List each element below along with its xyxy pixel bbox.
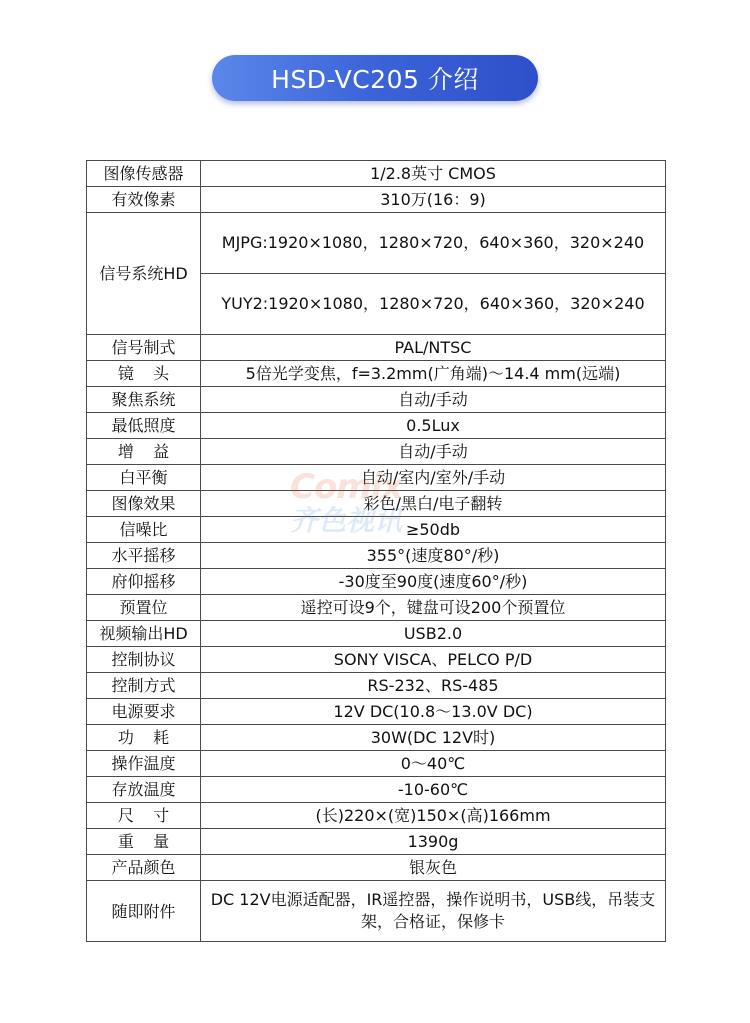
- table-row: [87, 517, 666, 543]
- spec-value-storage-temp: -10-60℃: [201, 777, 666, 803]
- spec-label-snr: 信噪比: [87, 517, 201, 543]
- spec-value-dimensions: (长)220×(宽)150×(高)166mm: [201, 803, 666, 829]
- spec-value-control-method: RS-232、RS-485: [201, 673, 666, 699]
- spec-label-gain: [87, 439, 201, 465]
- spec-value-snr: ≥50db: [201, 517, 666, 543]
- spec-label-gain-text: 增益: [117, 442, 189, 461]
- spec-label-focus: 聚焦系统: [87, 387, 201, 413]
- spec-value-min-illumination: 0.5Lux: [201, 413, 666, 439]
- spec-value-weight: 1390g: [201, 829, 666, 855]
- spec-value-power-supply: 12V DC(10.8～13.0V DC): [201, 699, 666, 725]
- table-row: [87, 439, 666, 465]
- table-row: [87, 829, 666, 855]
- spec-value-pan: 355°(速度80°/秒): [201, 543, 666, 569]
- table-row: [87, 161, 666, 187]
- table-row: [87, 595, 666, 621]
- spec-label-weight-text: 重量: [117, 832, 189, 851]
- spec-label-lens: [87, 361, 201, 387]
- spec-label-color: 产品颜色: [87, 855, 201, 881]
- spec-value-lens: 5倍光学变焦，f=3.2mm(广角端)～14.4 mm(远端): [201, 361, 666, 387]
- table-row: [87, 881, 666, 942]
- spec-value-color: 银灰色: [201, 855, 666, 881]
- page-title: HSD-VC205 介绍: [212, 55, 538, 101]
- watermark-text: 齐色视讯: [290, 504, 403, 537]
- spec-value-operating-temp: 0～40℃: [201, 751, 666, 777]
- spec-label-image-effect: 图像效果: [87, 491, 201, 517]
- spec-value-presets: 遥控可设9个，键盘可设200个预置位: [201, 595, 666, 621]
- table-row: [87, 647, 666, 673]
- table-row: [87, 777, 666, 803]
- spec-value-signal-mjpg: MJPG:1920×1080，1280×720，640×360，320×240: [201, 213, 666, 274]
- table-row: [87, 751, 666, 777]
- table-row: [87, 187, 666, 213]
- table-row: [87, 335, 666, 361]
- spec-label-power-consumption-text: 功耗: [117, 728, 189, 747]
- spec-label-video-output: 视频输出HD: [87, 621, 201, 647]
- spec-label-min-illumination: 最低照度: [87, 413, 201, 439]
- table-row: [87, 673, 666, 699]
- spec-label-dimensions-text: 尺寸: [117, 806, 189, 825]
- spec-value-signal-yuy2: YUY2:1920×1080，1280×720，640×360，320×240: [201, 274, 666, 335]
- spec-label-sensor: 图像传感器: [87, 161, 201, 187]
- spec-value-video-output: USB2.0: [201, 621, 666, 647]
- spec-label-white-balance: 白平衡: [87, 465, 201, 491]
- spec-label-signal-system: 信号系统HD: [87, 213, 201, 335]
- table-row: [87, 543, 666, 569]
- spec-value-pixels: 310万(16：9): [201, 187, 666, 213]
- spec-label-control-method: 控制方式: [87, 673, 201, 699]
- spec-label-pan: 水平摇移: [87, 543, 201, 569]
- spec-label-signal-format: 信号制式: [87, 335, 201, 361]
- spec-table: [86, 160, 666, 942]
- spec-value-white-balance: 自动/室内/室外/手动: [201, 465, 666, 491]
- table-row: [87, 387, 666, 413]
- spec-value-signal-format: PAL/NTSC: [201, 335, 666, 361]
- table-row: [87, 855, 666, 881]
- spec-label-accessories: 随即附件: [87, 881, 201, 942]
- spec-label-presets: 预置位: [87, 595, 201, 621]
- table-row: [87, 413, 666, 439]
- spec-label-lens-text: 镜头: [117, 364, 189, 383]
- table-row: [87, 803, 666, 829]
- table-row: [87, 213, 666, 274]
- table-row: [87, 621, 666, 647]
- table-row: [87, 361, 666, 387]
- table-row: [87, 491, 666, 517]
- spec-label-weight: [87, 829, 201, 855]
- spec-value-focus: 自动/手动: [201, 387, 666, 413]
- table-row: [87, 725, 666, 751]
- spec-label-control-protocol: 控制协议: [87, 647, 201, 673]
- spec-value-control-protocol: SONY VISCA、PELCO P/D: [201, 647, 666, 673]
- watermark-logo: Comix: [290, 467, 403, 507]
- spec-label-pixels: 有效像素: [87, 187, 201, 213]
- spec-value-image-effect: 彩色/黑白/电子翻转: [201, 491, 666, 517]
- spec-label-operating-temp: 操作温度: [87, 751, 201, 777]
- spec-value-sensor: 1/2.8英寸 CMOS: [201, 161, 666, 187]
- table-row: [87, 569, 666, 595]
- spec-value-gain: 自动/手动: [201, 439, 666, 465]
- spec-label-storage-temp: 存放温度: [87, 777, 201, 803]
- spec-label-tilt: 府仰摇移: [87, 569, 201, 595]
- spec-label-power-consumption: [87, 725, 201, 751]
- spec-label-dimensions: [87, 803, 201, 829]
- spec-label-power-supply: 电源要求: [87, 699, 201, 725]
- table-row: [87, 465, 666, 491]
- spec-value-power-consumption: 30W(DC 12V时): [201, 725, 666, 751]
- spec-value-tilt: -30度至90度(速度60°/秒): [201, 569, 666, 595]
- table-row: [87, 699, 666, 725]
- spec-value-accessories: DC 12V电源适配器，IR遥控器，操作说明书，USB线，吊装支架，合格证，保修卡: [201, 881, 666, 942]
